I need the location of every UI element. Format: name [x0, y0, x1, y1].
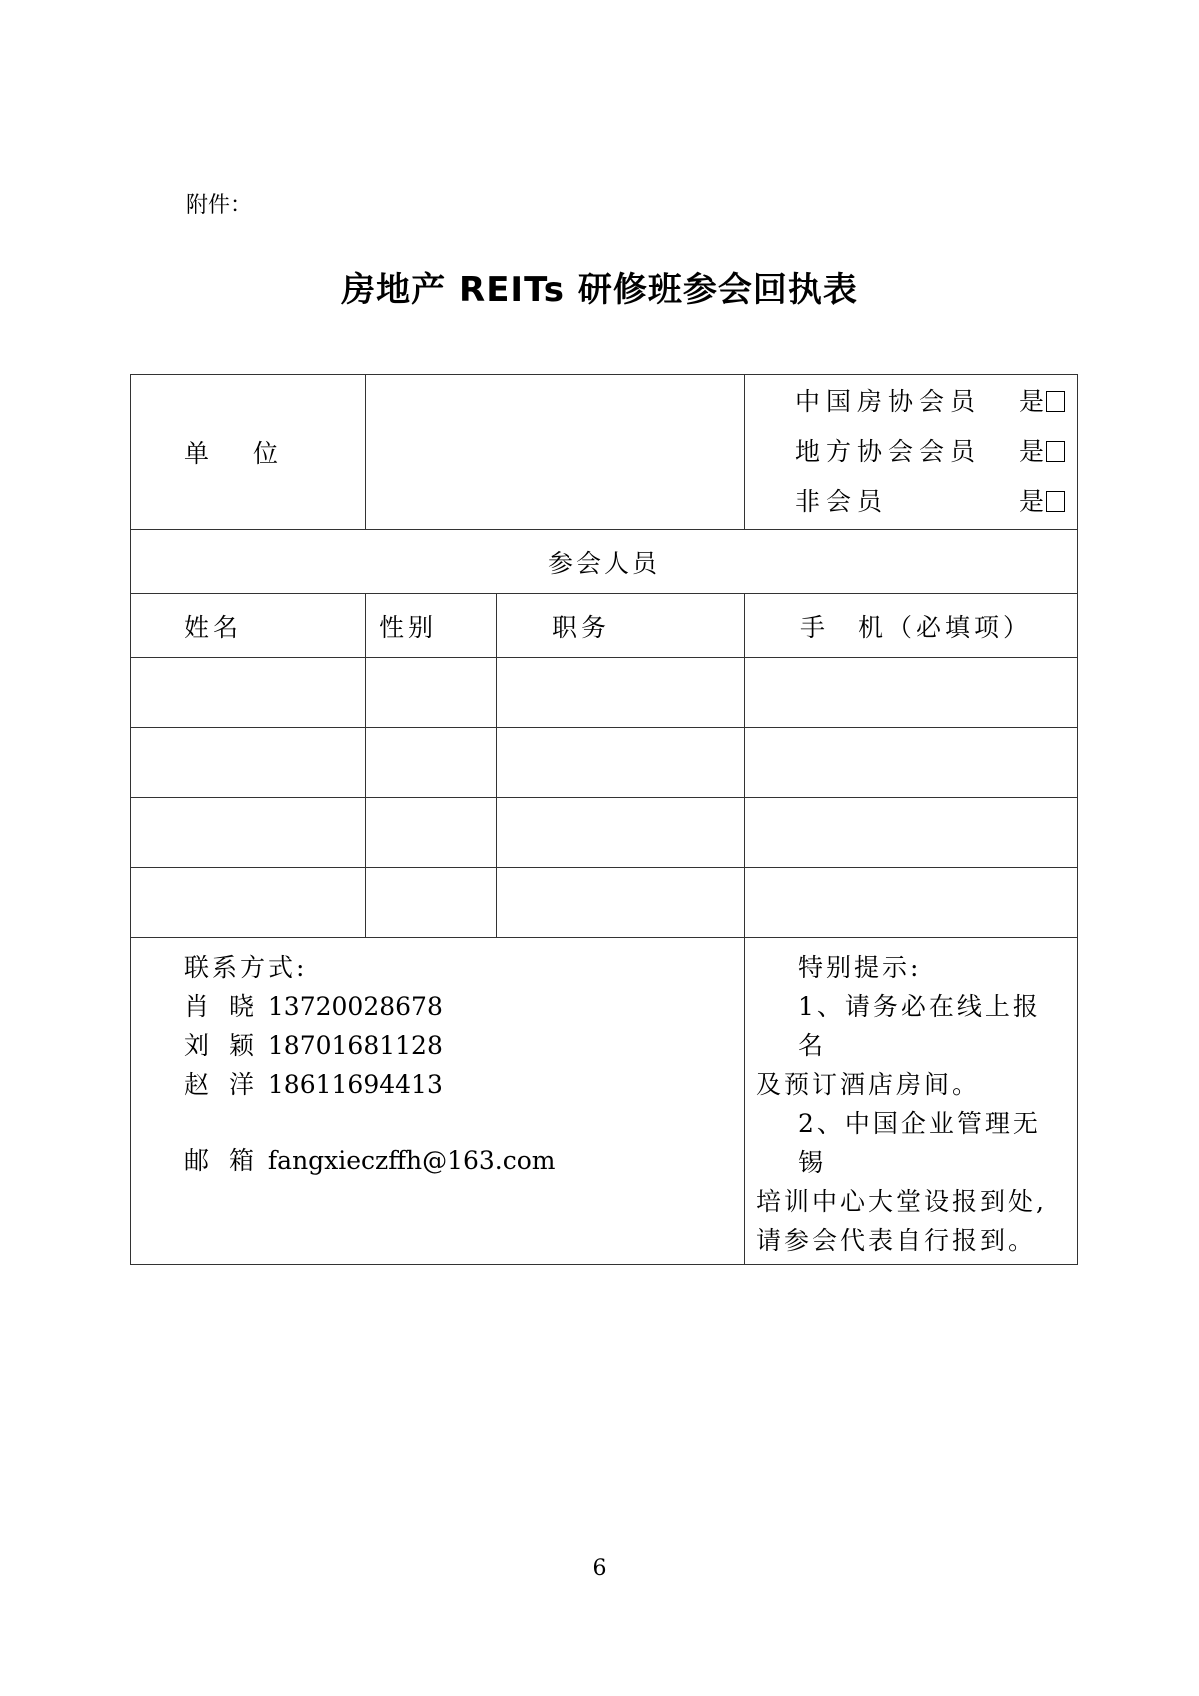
attendee-gender-cell[interactable]: [366, 868, 497, 938]
checkbox-non-member[interactable]: [1046, 491, 1065, 512]
attendee-position-cell[interactable]: [497, 658, 745, 728]
attendee-phone-cell[interactable]: [745, 798, 1078, 868]
column-header-gender: 性别: [366, 594, 497, 658]
attendee-phone-cell[interactable]: [745, 728, 1078, 798]
notice-item-1: 1、请务必在线上报名: [798, 992, 1041, 1060]
email-address[interactable]: fangxieczffh@163.com: [267, 1146, 556, 1175]
contact-person: 刘 颖 18701681128: [184, 1031, 443, 1060]
attendee-name-cell[interactable]: [131, 798, 366, 868]
contact-phone: 18701681128: [267, 1031, 443, 1060]
attendee-name-cell[interactable]: [131, 658, 366, 728]
contact-phone: 18611694413: [267, 1070, 443, 1099]
attendee-name-cell[interactable]: [131, 728, 366, 798]
contact-person: 肖 晓 13720028678: [184, 992, 443, 1021]
attendee-position-cell[interactable]: [497, 868, 745, 938]
attendee-position-cell[interactable]: [497, 728, 745, 798]
attendee-phone-cell[interactable]: [745, 658, 1078, 728]
column-header-phone: 手 机（必填项）: [745, 594, 1078, 658]
unit-label: 单 位: [131, 375, 366, 530]
contact-info-cell: [131, 938, 745, 1265]
attachment-label: 附件：: [186, 193, 253, 218]
notice-item-1-continued: 及预订酒店房间。: [756, 1070, 981, 1099]
contact-email-line: [184, 1141, 744, 1180]
notice-item-2-continued: 培训中心大堂设报到处,: [756, 1187, 1047, 1216]
attendee-row: [131, 798, 1078, 868]
attendee-name-cell[interactable]: [131, 868, 366, 938]
page-title: 房地产 REITs 研修班参会回执表: [341, 270, 858, 310]
membership-option-non: 非会员 是: [795, 477, 1065, 527]
contact-person: 赵 洋 18611694413: [184, 1070, 443, 1099]
membership-cell: [745, 375, 1078, 530]
registration-form-table: [130, 374, 1078, 1265]
footer-row: [131, 938, 1078, 1265]
notice-item-2: 2、中国企业管理无锡: [798, 1109, 1041, 1177]
special-notice-cell: [745, 938, 1078, 1265]
column-header-row: [131, 594, 1078, 658]
contact-phone: 13720028678: [267, 992, 443, 1021]
page-number: 6: [592, 1556, 607, 1581]
membership-option-local: 地方协会会员 是: [795, 427, 1065, 477]
checkbox-national-member[interactable]: [1046, 391, 1065, 412]
notice-item-2-continued: 请参会代表自行报到。: [756, 1226, 1037, 1255]
checkbox-local-member[interactable]: [1046, 441, 1065, 462]
attendee-gender-cell[interactable]: [366, 658, 497, 728]
column-header-position: 职务: [497, 594, 745, 658]
attendee-gender-cell[interactable]: [366, 798, 497, 868]
unit-input-cell[interactable]: [366, 375, 745, 530]
attendee-row: [131, 868, 1078, 938]
notice-title: 特别提示:: [798, 953, 922, 982]
contact-title: 联系方式:: [184, 953, 308, 982]
attendee-row: [131, 658, 1078, 728]
membership-option-national: 中国房协会员 是: [795, 377, 1065, 427]
attendee-gender-cell[interactable]: [366, 728, 497, 798]
attendee-phone-cell[interactable]: [745, 868, 1078, 938]
column-header-name: 姓名: [131, 594, 366, 658]
email-label: 邮 箱: [184, 1146, 260, 1175]
unit-row: [131, 375, 1078, 530]
attendees-header: 参会人员: [131, 530, 1078, 594]
attendee-row: [131, 728, 1078, 798]
attendee-position-cell[interactable]: [497, 798, 745, 868]
